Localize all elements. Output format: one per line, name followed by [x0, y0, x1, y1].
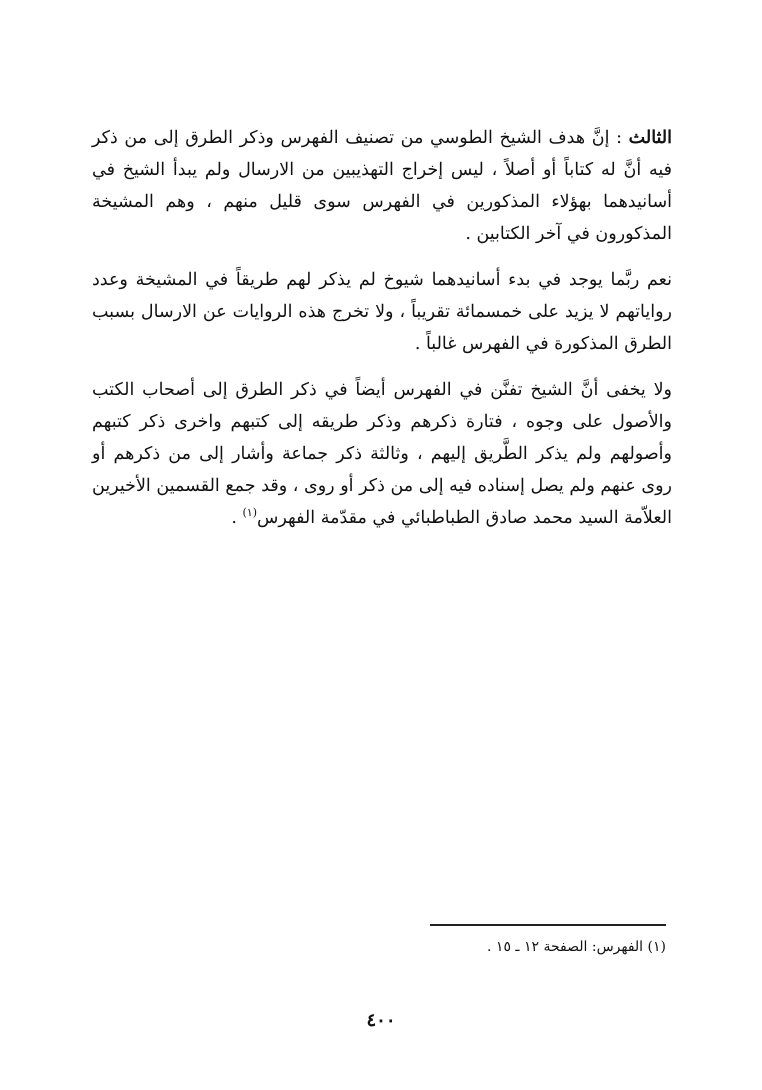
footnote-divider — [430, 924, 666, 926]
paragraph-third-point — [92, 122, 672, 250]
main-text — [92, 122, 672, 548]
paragraph-text: نعم ربَّما يوجد في بدء أسانيدهما شيوخ لم يذكر لهم طريقاً في المشيخة وعدد رواياتهم لا يزيد على خمسمائة تقريباً ، ولا تخرج هذه الروايات عن الارسال بسبب الطرق المذكورة في الفهرس غالباً . — [92, 270, 672, 354]
paragraph-text: ولا يخفى أنَّ الشيخ تفنَّن في الفهرس أيضاً في ذكر الطرق إلى أصحاب الكتب والأصول على وجوه ، فتارة ذكرهم وذكر طريقه إلى كتبهم واخرى ذكر كتبهم وأصولهم ولم يذكر الطَّريق إليهم ، وثالثة ذكر جماعة وأشار إلى من ذكرهم أو روى عنهم ولم يصل إسناده فيه إلى من ذكر أو روى ، وقد جمع القسمين الأخيرين العلاّمة السيد محمد صادق الطباطبائي في مقدّمة الفهرس — [92, 380, 672, 528]
paragraph-lead: الثالث — [628, 128, 672, 148]
paragraph-methods — [92, 374, 672, 534]
paragraph-text: : إنَّ هدف الشيخ الطوسي من تصنيف الفهرس وذكر الطرق إلى من ذكر فيه أنَّ له كتاباً أو أصلاً ، ليس إخراج التهذيبين من الارسال ولم يبدأ الشيخ في أسانيدهما بهؤلاء المذكورين في الفهرس سوى قليل منهم ، وهم المشيخة المذكورون في آخر الكتابين . — [92, 128, 672, 244]
footnote: (١) الفهرس: الصفحة ١٢ ـ ١٥ . — [487, 939, 666, 955]
footnote-reference: (١) — [242, 506, 257, 520]
page-number: ٤٠٠ — [366, 1010, 396, 1031]
paragraph-tail: . — [231, 508, 243, 528]
paragraph-chains — [92, 264, 672, 360]
